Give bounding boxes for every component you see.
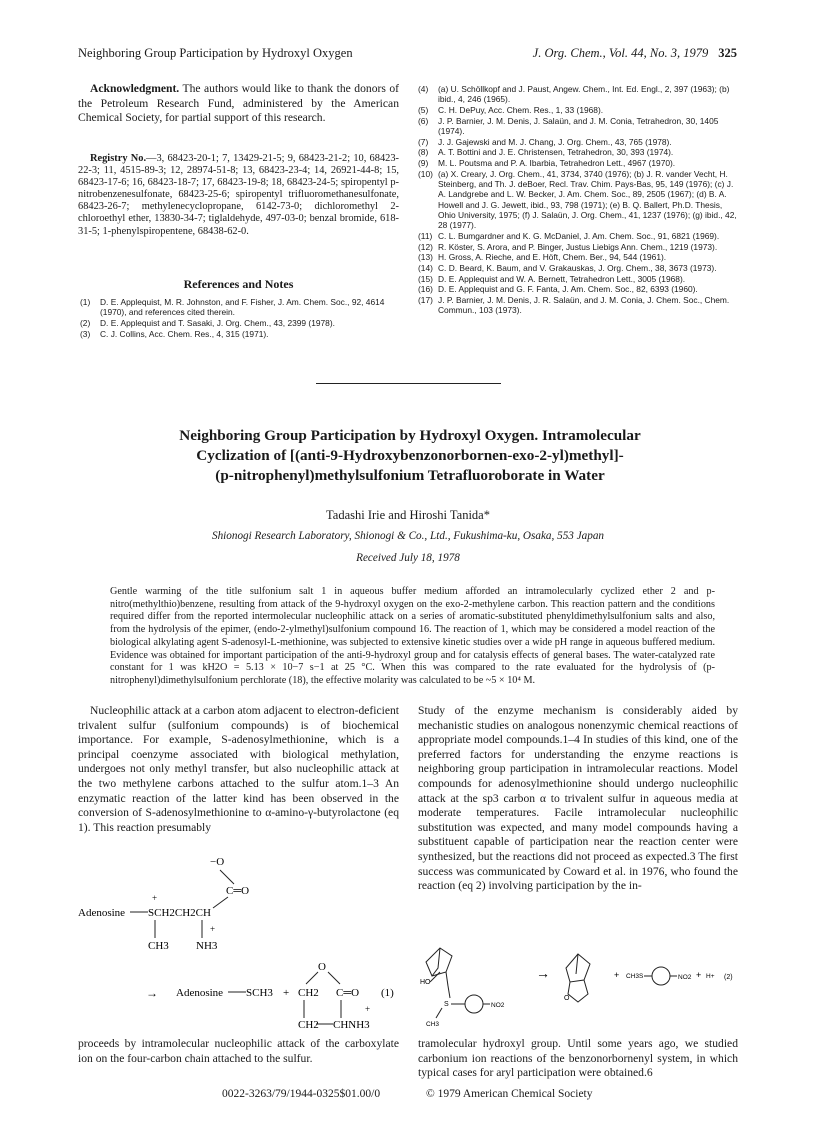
reference-item: (17) J. P. Barnier, J. M. Denis, J. R. Salaün, and J. M. Conia, J. Chem. Soc., Chem. Commun., 103 (1973).: [418, 295, 730, 316]
reaction-arrow: →: [146, 986, 158, 1000]
equation-1-scheme: [78, 852, 408, 1034]
sulfur-label: S: [444, 1001, 449, 1008]
section-divider: [316, 383, 501, 384]
lactone-plus: +: [365, 1004, 371, 1014]
carboxylate-o-label: −O: [210, 856, 225, 868]
reference-item: (13) H. Gross, A. Rieche, and E. Höft, Chem. Ber., 94, 544 (1961).: [418, 252, 667, 263]
reference-item: (9) M. L. Poutsma and P. A. Ibarbia, Tetrahedron Lett., 4967 (1970).: [418, 158, 676, 169]
cyclized-ether-skeleton: [566, 954, 590, 1002]
adenosine-label: Adenosine: [78, 907, 126, 919]
bond-line: [436, 1008, 442, 1018]
reference-item: (16) D. E. Applequist and G. F. Fanta, J. Am. Chem. Soc., 82, 6393 (1960).: [418, 284, 698, 295]
carbonyl-label: C═O: [226, 885, 250, 897]
side-chain-label: SCH2CH2CH: [148, 907, 211, 919]
reference-item: (15) D. E. Applequist and W. A. Bernett, Tetrahedron Lett., 3005 (1968).: [418, 273, 686, 284]
footer-copyright: © 1979 American Chemical Society: [426, 1088, 593, 1100]
title-line-2: Cyclization of [(anti-9-Hydroxybenzonorbornen-exo-2-yl)methyl]-: [196, 447, 624, 464]
journal-citation: [533, 46, 737, 61]
registry-numbers: [78, 153, 399, 238]
reference-item: (12) R. Köster, S. Arora, and P. Binger, Justus Liebigs Ann. Chem., 1219 (1973).: [418, 241, 718, 252]
plus-sign: +: [696, 970, 702, 980]
ether-oxygen-label: O: [564, 995, 570, 1002]
lactone-chnh3-label: CHNH3: [333, 1019, 370, 1031]
abstract: Gentle warming of the title sulfonium salt 1 in aqueous buffer medium afforded an intramolecularly cyclized ether 2 and p-nitro(methylthio)benzene, resulting from attack of the 9-hydroxyl oxygen on the exo-2-methylene carbon. This reaction pattern and the conditions required differ from the reported intermolecular nucleophilic attack on a series of aromatic-substituted phenyldimethylsulfonium salts and also, from the hydrolysis of the epimer, (endo-2-ylmethyl)sulfonium compound 16. The reaction of 1, which may be considered a model reaction of the biological alkylating agent S-adenosyl-L-methionine, was subjected to extensive kinetic studies over a wide pH range in aqueous buffered medium. Evidence was obtained for important participation of the anti-9-hydroxyl group and for catalysis effects of general bases. The water-catalyzed rate constant for 1 was kH2O = 5.13 × 10−7 s−1 at 25 °C. When this was compared to the rate evaluated for the hydrolysis of (p-nitrophenyl)dimethylsulfonium perchlorate (18), the effective molarity was calculated to be ~5 × 10⁴ M.: [110, 586, 715, 686]
title-line-3: (p-nitrophenyl)methylsulfonium Tetrafluoroborate in Water: [215, 467, 605, 484]
reference-item: (5) C. H. DePuy, Acc. Chem. Res., 1, 33 (1968).: [418, 104, 604, 115]
acknowledgment-heading: Acknowledgment.: [90, 82, 180, 95]
references-heading: References and Notes: [183, 277, 294, 291]
received-date: Received July 18, 1978: [356, 552, 460, 564]
lactone-o-label: O: [318, 961, 326, 973]
acknowledgment-text: The authors would like to thank the donors of the Petroleum Research Fund, administered by the American Chemical Society, for partial support of this research.: [78, 82, 399, 125]
reference-item: (3) C. J. Collins, Acc. Chem. Res., 4, 315 (1971).: [80, 328, 269, 339]
proton-label: H+: [706, 973, 715, 980]
reference-item: (14) C. D. Beard, K. Baum, and V. Grakauskas, J. Org. Chem., 38, 3673 (1973).: [418, 262, 717, 273]
acknowledgment: [78, 82, 399, 126]
bond-line: [213, 897, 228, 908]
nitro-label: NO2: [491, 1002, 505, 1009]
article-title: [130, 426, 690, 486]
registry-text: —3, 68423-20-1; 7, 13429-21-5; 9, 68423-21-2; 10, 68423-22-3; 11, 4515-89-3; 12, 28974-51-8; 13, 68423-23-4; 14, 26921-44-8; 15, 68423-17-6; 16, 68423-18-7; 17, 68423-19-8; 18, 68423-24-5; spiropentyl p-nitrobenzenesulfonate, 68423-25-6; spiropentyl trifluoromethanesulfonate, 68423-26-7; methylenecyclopropane, 6142-73-0; dichloromethyl 2-chloroethyl ether, 13830-34-7; tiglaldehyde, 497-03-0; benzal bromide, 618-31-5; 1-phenylspiropentene, 68438-62-0.: [78, 153, 399, 237]
bond-line: [306, 972, 318, 984]
equation-2-scheme: [418, 942, 740, 1032]
benzene-ring: [465, 995, 483, 1013]
page-number: 325: [718, 46, 737, 60]
reference-item: (1) D. E. Applequist, M. R. Johnston, and F. Fisher, J. Am. Chem. Soc., 92, 4614 (1970), and references cited therein.: [80, 297, 385, 318]
authors: Tadashi Irie and Hiroshi Tanida*: [326, 508, 490, 522]
body-paragraph-right: Study of the enzyme mechanism is considerably aided by mechanistic studies on analogous nonenzymic chemical reactions of appropriate model compounds.1–4 In studies of this kind, one of the preferred factors for understanding the enzyme reactions is neighboring group participation in intramolecular reactions. Model compounds for adenosylmethionine should undergo nucleophilic attack at the sp3 carbon α to trivalent sulfur in aqueous media at moderate temperatures. Facile intramolecular nucleophilic substitution was expected, and many model compounds having a substituent capable of participation near the reaction center were synthesized, but the reactions did not proceed as expected.3 The first success was communicated by Coward et al. in 1976, who found the reaction (eq 2) involving participation by the in-: [418, 704, 738, 893]
equation-1-number: (1): [381, 987, 394, 999]
reference-item: (4) (a) U. Schöllkopf and J. Paust, Angew. Chem., Int. Ed. Engl., 2, 397 (1963); (b) ibid., 4, 246 (1965).: [418, 84, 730, 105]
reference-item: (10) (a) X. Creary, J. Org. Chem., 41, 3734, 3740 (1976); (b) J. R. vander Vecht, H. Steinberg, and Th. J. deBoer, Recl. Trav. Chim. Pays-Bas, 95, 149 (1976); (c) J. A. Landgrebe and L. W. Becker, J. Am. Chem. Soc., 89, 2505 (1967); (d) B. A. Howell and J. G. Jewett, ibid., 93, 798 (1971); (e) B. Q. Ballert, Ph.D. Thesis, Ohio University, 1975; (f) J. Salaün, J. Org. Chem., 41, 1237 (1976); (g) ibid., 42, 28 (1977).: [418, 168, 737, 231]
methyl-label: CH3: [426, 1021, 440, 1028]
references-left: [80, 297, 398, 339]
reference-item: (7) J. J. Gajewski and M. J. Chang, J. Org. Chem., 43, 765 (1978).: [418, 136, 672, 147]
registry-heading: Registry No.: [90, 153, 147, 164]
bond-line: [430, 972, 440, 982]
body-paragraph-right-continued: tramolecular hydroxyl group. Until some years ago, we studied carbonium ion reactions of the benzonorbornenyl system, in which typical cases for aryl participation were obtained.6: [418, 1037, 738, 1080]
body-paragraph-left: Nucleophilic attack at a carbon atom adjacent to electron-deficient trivalent sulfur (sulfonium compounds) is of biochemical importance. For example, S-adenosylmethionine, which is a principal coenzyme associated with biological methylation, undergoes not only methyl transfer, but also nucleophilic attack at the two methylene carbons attached to the sulfur atom.1–3 An enzymatic reaction of the latter kind has been observed in the conversion of S-adenosylmethionine to α-amino-γ-butyrolactone (eq 1). This reaction presumably: [78, 704, 399, 834]
plus-sign: +: [283, 987, 290, 999]
lactone-carbonyl-label: C═O: [336, 987, 360, 999]
affiliation: Shionogi Research Laboratory, Shionogi & Co., Ltd., Fukushima-ku, Osaka, 553 Japan: [211, 530, 605, 542]
plus-sign: +: [614, 970, 620, 980]
references-right: [418, 84, 738, 316]
ammonium-label: NH3: [196, 940, 218, 952]
methylthio-label: CH3S: [626, 973, 644, 980]
bond-line: [220, 870, 234, 884]
body-paragraph-left-continued: proceeds by intramolecular nucleophilic attack of the carboxylate ion on the four-carbon chain attached to the sulfur.: [78, 1037, 399, 1065]
lactone-ch2-label: CH2: [298, 987, 319, 999]
sulfonium-plus: +: [152, 893, 158, 903]
reference-item: (2) D. E. Applequist and T. Sasaki, J. Org. Chem., 43, 2399 (1978).: [80, 317, 335, 328]
equation-2-number: (2): [724, 974, 733, 981]
running-header: Neighboring Group Participation by Hydroxyl Oxygen: [78, 46, 353, 60]
title-line-1: Neighboring Group Participation by Hydroxyl Oxygen. Intramolecular: [179, 427, 641, 444]
lactone-ch2-bottom-label: CH2: [298, 1019, 319, 1031]
hydroxyl-label: HO: [420, 979, 431, 986]
product-adenosine-label: Adenosine: [176, 987, 224, 999]
reference-item: (11) C. L. Bumgardner and K. G. McDaniel, J. Am. Chem. Soc., 91, 6821 (1969).: [418, 230, 720, 241]
footer-code: 0022-3263/79/1944-0325$01.00/0: [222, 1088, 381, 1100]
journal-name: J. Org. Chem., Vol. 44, No. 3, 1979: [532, 46, 709, 60]
nitro-label: NO2: [678, 974, 692, 981]
benzene-ring: [652, 967, 670, 985]
reference-item: (8) A. T. Bottini and J. E. Christensen, Tetrahedron, 30, 393 (1974).: [418, 147, 674, 158]
bond-line: [328, 972, 340, 984]
reaction-arrow: →: [536, 967, 550, 982]
methyl-label: CH3: [148, 940, 169, 952]
reference-item: (6) J. P. Barnier, J. M. Denis, J. Salaün, and J. M. Conia, Tetrahedron, 30, 1405 (1974).: [418, 115, 719, 136]
methylthio-label: SCH3: [246, 987, 273, 999]
ammonium-plus: +: [210, 924, 216, 934]
